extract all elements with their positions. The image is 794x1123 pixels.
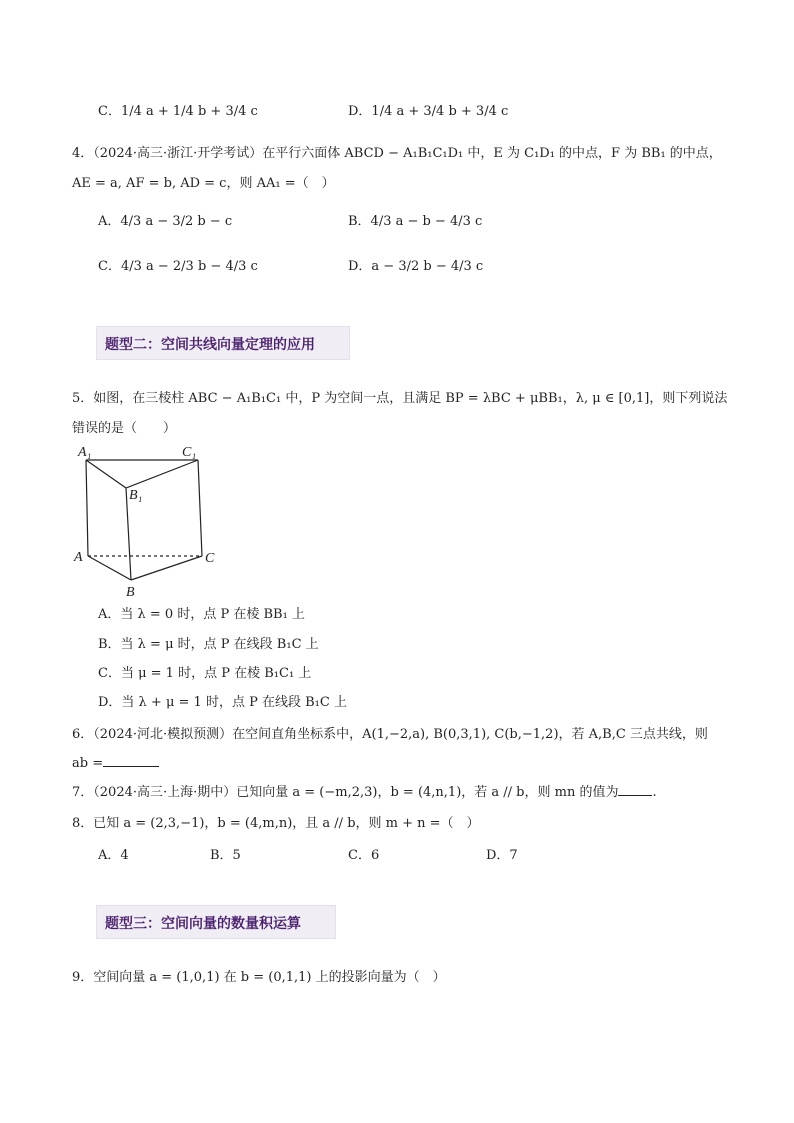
q6-answer-blank (103, 754, 159, 767)
q4-option-a: A．4/3 a − 3/2 b − c (98, 214, 233, 229)
q5-stem-line1: 5．如图，在三棱柱 ABC − A₁B₁C₁ 中，P 为空间一点，且满足 BP = λBC + μBB₁，λ, μ ∈ [0,1]，则下列说法 (72, 391, 728, 406)
q5-option-a: A．当 λ = 0 时，点 P 在棱 BB₁ 上 (98, 607, 305, 622)
edge-aa1 (86, 460, 88, 556)
q7-stem-text: 7．（2024·高三·上海·期中）已知向量 a = (−m,2,3)，b = (4,n,1)，若 a // b，则 mn 的值为 (72, 785, 619, 800)
q9-stem: 9．空间向量 a = (1,0,1) 在 b = (0,1,1) 上的投影向量为（ ） (72, 970, 446, 985)
q5-option-c: C．当 μ = 1 时，点 P 在棱 B₁C₁ 上 (98, 666, 312, 681)
label-a: A (74, 550, 83, 565)
q8-stem: 8．已知 a = (2,3,−1)，b = (4,m,n)，且 a // b，则 m + n =（ ） (72, 816, 480, 831)
q3-option-c: C．1/4 a + 1/4 b + 3/4 c (98, 104, 258, 119)
q8-option-d: D．7 (486, 848, 518, 863)
q4-stem-line1: 4．（2024·高三·浙江·开学考试）在平行六面体 ABCD − A₁B₁C₁D₁ 中，E 为 C₁D₁ 的中点，F 为 BB₁ 的中点， (72, 146, 722, 161)
prism-figure (72, 444, 232, 600)
q6-stem-line2 (72, 754, 159, 773)
label-a1: A₁ (78, 445, 92, 460)
q6-stem-line2-text: ab = (72, 756, 104, 771)
label-b1: B₁ (129, 488, 143, 503)
q6-stem-line1: 6．（2024·河北·模拟预测）在空间直角坐标系中，A(1,−2,a), B(0,3,1), C(b,−1,2)，若 A,B,C 三点共线，则 (72, 727, 708, 742)
q8-option-b: B．5 (210, 848, 241, 863)
q5-option-d: D．当 λ + μ = 1 时，点 P 在线段 B₁C 上 (98, 695, 347, 710)
q5-stem-line2: 错误的是（ ） (72, 421, 177, 436)
edge-cc1 (198, 460, 202, 556)
edge-a1b1 (86, 460, 126, 488)
q7-stem-tail: . (652, 785, 657, 800)
q5-option-b: B．当 λ = μ 时，点 P 在线段 B₁C 上 (98, 637, 319, 652)
section-heading-2-title: 题型二：空间共线向量定理的应用 (105, 337, 315, 353)
section-heading-3-title: 题型三：空间向量的数量积运算 (105, 916, 301, 932)
q7-stem (72, 783, 657, 802)
section-heading-2 (96, 326, 350, 360)
q3-option-d: D．1/4 a + 3/4 b + 3/4 c (348, 104, 509, 119)
section-heading-3 (96, 905, 336, 939)
q8-option-a: A．4 (98, 848, 129, 863)
edge-bc (131, 556, 202, 580)
q4-stem-line2: AE = a, AF = b, AD = c，则 AA₁ =（ ） (72, 176, 335, 191)
q4-option-d: D．a − 3/2 b − 4/3 c (348, 259, 484, 274)
edge-b1c1 (126, 460, 198, 488)
q7-answer-blank (618, 783, 652, 796)
label-c1: C₁ (182, 445, 197, 460)
q8-option-c: C．6 (348, 848, 380, 863)
q4-option-b: B．4/3 a − b − 4/3 c (348, 214, 483, 229)
q4-option-c: C．4/3 a − 2/3 b − 4/3 c (98, 259, 258, 274)
label-c: C (205, 551, 215, 566)
edge-ab (88, 556, 131, 580)
label-b: B (126, 585, 135, 600)
